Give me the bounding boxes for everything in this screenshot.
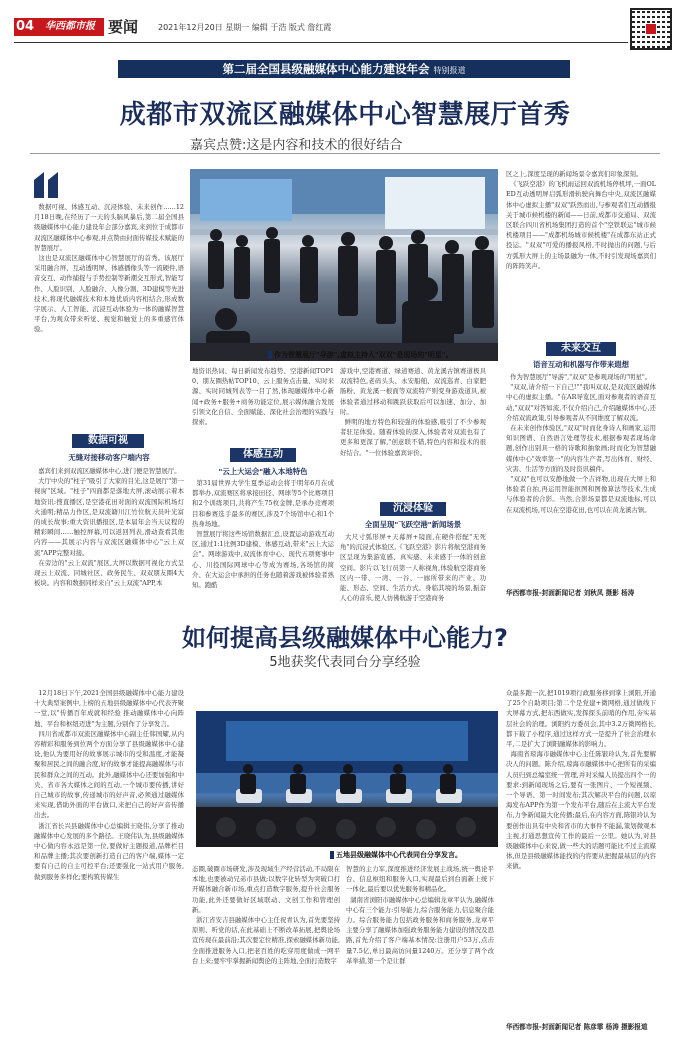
section1-head: 数据可视 <box>72 434 144 448</box>
issue-line: 2021年12月20日 星期一 编辑 于浩 版式 詹红霞 <box>158 23 332 32</box>
page-number: 04 <box>15 19 35 34</box>
article1-col3-body-b: 大尺寸弧形屏+天幕屏+镜面,在硬件搭配"无死角"的沉浸式体验区,《飞跃空港》影片将航空港商务区呈现为集游览感、真实感、未来感于一体的创意空间。影片以飞行员第一人称视角,体验航空港商务区内一带、一湾、一谷、一廊所带来的产业、功能、形态、空间、生活方式。身临其境的场景,振奋人心的音乐,使人仿佛航游于空港商务 <box>340 533 486 603</box>
banner-tag: 特别报道 <box>433 66 466 75</box>
article2-col4-body: 众最多跑一次,把1019项行政服务移到掌上浏阳,开通了25个自助项目;第二个是党建+微网格,通过做线下大屏幕方式,把东西做实,发挥探头前哨的作用,夯实基层社会的治理。浏阳约方委员会,其中3.2万微网格长,都下载了小程序,通过这样方式一是提升了社会治理水平,二是扩大了浏阳融媒体的影响力。 海南省琼海市融媒体中心主任陈银玲认为,首先要解决人的问题。陈介绍,琼海市融媒体中心把所有的采编人员归到总编室统一管理,并对采编人员提出四个一的要求:到新闻现场之后,要有一张图片、一个短视频、一个导语、第一时间发布;其次解决平台的问题,以琼海发布APP作为第一个发布平台,随后在主流大平台发布,力争新闻最大化传播;最后,在内容方面,陈银玲认为要创作出具有中央和省市的大事件不能漏,策划微观本主视,打通思想宣传工作的最后一公里。她认为,对县级融媒体中心来说,做一些大的话题可能比不过主流媒体,但是县级融媒体能找的内容要从把握最基层的内容来做。 <box>506 689 656 871</box>
article2-subtitle: 5地获奖代表同台分享经验 <box>269 655 421 670</box>
article1-col3-body: 游戏中,空港赛道、绿道赛道、黄龙溪古镇赛道极具双流特色,老码头头、永安船舶、双流巡青、白家肥肠粉、黄龙溪一根面等双流特产则变身游戏道具,被体验者通过移动和跳跃获取后可以加速、加分、加时。 鲜明的地方特色和较强的体验感,吸引了不少参观者驻足体验。随着体验的深入,体验者对双流也有了更多和更深了解,"创意联不错,特色内容和技术的很好结合。"一位体验嘉宾评价。 <box>340 367 486 457</box>
title-divider <box>30 153 660 154</box>
photo2-caption-text: 五地县级融媒体中心代表同台分享发言。 <box>336 851 462 859</box>
photo2-caption <box>330 850 462 860</box>
section4-sub: 语音互动和机器写作带来遐想 <box>532 360 630 369</box>
caption-marker <box>268 351 272 359</box>
article1-col2-body-b: 第31届世界大学生夏季运动会将于明年6月在成都举办,双流赛区将承接田径、网球等5个比赛项目和2个训练项目,共将产生75枚金牌,是承办竞赛项目和参赛选手最多的赛区,涉及7个场馆中心和1个热身场地。 智慧展厅将这些场馆数据汇总,设置运动游戏互动区,通过1:1比例3D建模、体感互动,带来"云上大运会"。网球游戏中,双流体育中心、现代五项赛事中心、川投国际网球中心等成为赛场,各场馆的简介、在大运会中承担的任务也随着游戏被体验者熟知。跑酷 <box>192 479 334 590</box>
newspaper-logo: 华西都市报 <box>36 18 104 36</box>
qr-logo-icon <box>646 24 656 34</box>
section4-head: 未来交互 <box>546 342 616 356</box>
conference-banner <box>118 60 570 78</box>
photo1-caption-text: 作为智慧展厅"导游",虚拟主持人"双双"是现场的"明星"。 <box>274 351 453 359</box>
article2-title: 如何提高县级融媒体中心能力? <box>182 624 508 652</box>
section3-head: 沉浸体验 <box>380 502 446 516</box>
article1-col1-body: 嘉宾们来到双流区融媒体中心,进门便是智慧展厅。 大厅中央的"柱子"吸引了大家的目光,这是展厅"第一视窗"区域。"柱子"四面都是落地大屏,滚动展示着本地资讯:搜直播区,是空港花田对面的双流国际机场灯火通明;精品力作区,是双流籍川江竹位航天员叶光富的成长故事;重大资讯播报区,是本届年会当天议程的精彩瞬间……触控屏幕,可以返回列表,滑动查看其他内容——其展示内容与双流区融媒体中心"云上双流"APP完整对接。 在旁边的"云上双流"展区,大屏以数据可视化方式呈现云上双流、同城社区、政务民生、双双朋友圈4大板块。内容和数据同样来自"云上双流"APP,本 <box>34 467 184 588</box>
panel-photo <box>196 711 498 847</box>
showroom-photo <box>190 169 498 361</box>
caption-marker <box>330 851 334 859</box>
article2-col2-body: 态圈,破圈市场研发,涉及现域生产经营活动,不局限在本地,也要被动兄弟市县做;以数字化转型为突破口打开媒体融合新市场,重点打造数字服务,提升社会服务功能,此外还要做好区域联动、文创工作和管理创新。 浙江省安吉县融媒体中心主任祝青认为,首先要坚持原则、听党的话,在此基础上不断改革拓展,把舆论场宣传现在最前沿;其次要定位精准,探索融媒体新功能,全面推进服务入口,把老百姓的吃穿用度做成一网平台上来;要牢牢掌握新闻舆论的主阵地,全面打造数字 <box>192 865 340 965</box>
article2-col3-body: 智慧的主力军,深度推进经济发展主战场,统一舆论平台、信息枢纽和服务入口,实现最后到台面新上统下一体化,最后要以优先服务和精品化。 湖南省浏阳市融媒体中心总编辑龙章平认为,融媒体中心有三个能力:引导能力,综合服务能力,信息聚合能力。综合服务能力包括政务服务和商务服务,龙章平主要分享了融媒体加强政务服务能力建设的情况及思路,首先介绍了客户端基本情况:注册用户53万,点击量7.5亿,单日最高访问量1240万。还分享了两个改革举措,第一个是让群 <box>346 865 494 965</box>
article1-col4-body-b: 作为智慧展厅"导游","双双"是参观现场的"明星"。 "双双,请介绍一下自己!""我叫双双,是双流区融媒体中心的虚拟主播。"在AR导览区,面对参观者的语音互动,"双双"对答如流,不仅介绍自己,介绍融媒体中心,还介绍双流政策,引导参观者从不同维度了解双流。 在未来创作体验区,"双双"时而化身诗人和画家,运用知识图谱、自然语言处理等技术,根据参观者现场命题,创作出别具一格的诗歌和抽象画;时而化为智慧融媒体中心"效率第一"的内容生产者,写出体育、财经、灾害、生活等方面的及时资讯稿件。 "双双"也可以安静地做一个吉祥物,出现在大屏上和体验者自拍,再运用智能抠图和图像算法等技术,生成与体验者的合影。当然,合影场景都是双流地标,可以在双流机场,可以在空港花田,也可以在黄龙溪古镇。 <box>506 373 656 514</box>
article2-col1-body: 12月18日下午,2021全国县级融媒体中心能力建设十大典型案例中,上榜的五地县级融媒体中心代表齐聚一堂,以"传播百年成就和经验 推动融媒体中心向阵地、平台和枢纽迈进"为主题,分别作了分享发言。 四川省成都市双流区融媒体中心副主任韩国耀,从内容精彩和服务到位两个方面分享了县级融媒体中心建设,他认为要用好的故事展示城市的受和温度,才能凝聚和居民之间的融合度,好的故事才能提高融媒体与市民和群众之间的互动。此外,融媒体中心还要加强和中央、省市各大媒体之间的互动,一个城市要传播,讲好自己城市的故事,传递城市的好声音,必须通过融媒体来实现,借助外面的平台做口,来把自己的好声音传播出去。 浙江省长兴县融媒体中心总编辑王晓伟,分享了推动融媒体中心发展的多个路径。王晓伟认为,县级融媒体中心做内容永远是第一位,要做好主题报道,品牌栏目和品牌主播;其次要创新打造自己的客户端,媒体一定要有自己的自主可控平台;还要强化一站式用户服务,做到服务多样化;要构筑传媒生 <box>34 689 184 881</box>
section3-sub: 全面呈现"飞跃空港"新闻场景 <box>364 520 462 529</box>
masthead-divider <box>14 42 628 43</box>
section-label: 要闻 <box>108 18 139 36</box>
quote-mark-icon <box>34 172 68 198</box>
article1-intro: 数据可视、体感互动、沉浸体验、未来创作……12月18日晚,在经历了一天的头脑风暴后,第二届全国县级融媒体中心能力建设年会部分嘉宾,来到位于成都市双流区融媒体中心参观,并点赞由封面传媒技术赋能的智慧展厅。 这也是双流区融媒体中心智慧展厅的首秀。该展厅采用融合屏、互动透明屏、体感播像头等一流硬件,语音交互、动作捕捉与手势控制等新潮交互形式,智能写作、人脸识别、人脸融合、人像分割、3D建模等先进技术,将现代融媒技术和本地优质内容相结合,形成数字展示、人工智能、沉浸互动体验为一体的融媒智慧平台,为观众带来听觉、视觉和触觉上的多重感官体验。 <box>34 203 184 334</box>
section1-sub: 无缝对接移动客户端内容 <box>68 453 150 462</box>
photo1-caption <box>268 350 453 360</box>
article1-byline: 华西都市报-封面新闻记者 刘秋凤 摄影 杨涛 <box>506 589 635 597</box>
article2-byline: 华西都市报-封面新闻记者 陈彦霏 杨涛 摄影报道 <box>506 1023 648 1031</box>
article1-title: 成都市双流区融媒体中心智慧展厅首秀 <box>119 100 571 130</box>
article1-col4-body: 区之上,深度呈现的新闻场景令嘉宾们印象深刻。 《飞跃空港》的飞机雨运回双流机场停机坪,一面OLED互动透明屏启弧形滑轨驶向舞台中央,双流区融媒体中心虚拟主播"双双"跃然而出,与参观者们互动播报关于城市候机楼的新闻——日前,成都市交通局、双流区联合四川省机场集团打造的首个"空铁联运"城市候机楼项目——"成都机场城市候机楼"在成都东站正式投运。"双双"可爱的播报风格,不时抛出的问题,与后方弧形大屏上的主场景融为一体,不时引发现场嘉宾们的阵阵笑声。 <box>506 170 656 270</box>
article1-subtitle: 嘉宾点赞:这是内容和技术的很好结合 <box>190 138 403 153</box>
section2-sub: "云上大运会"融入本地特色 <box>218 467 308 476</box>
banner-title: 第二届全国县级融媒体中心能力建设年会 <box>222 62 430 76</box>
article1-col2-body: 地资讯热词、每日新闻发布趋势、空港新闻TOP10、朋友圈热帖TOP10、云上服务点击量、实时来源、实时同城列表等一目了然,体现融媒体中心新闻+政务+服务+商务功能定位,展示媒体融合发展引领文化自信、全面赋能、深化社会治理的实践与探索。 <box>192 367 334 427</box>
section2-head: 体感互动 <box>230 448 296 462</box>
